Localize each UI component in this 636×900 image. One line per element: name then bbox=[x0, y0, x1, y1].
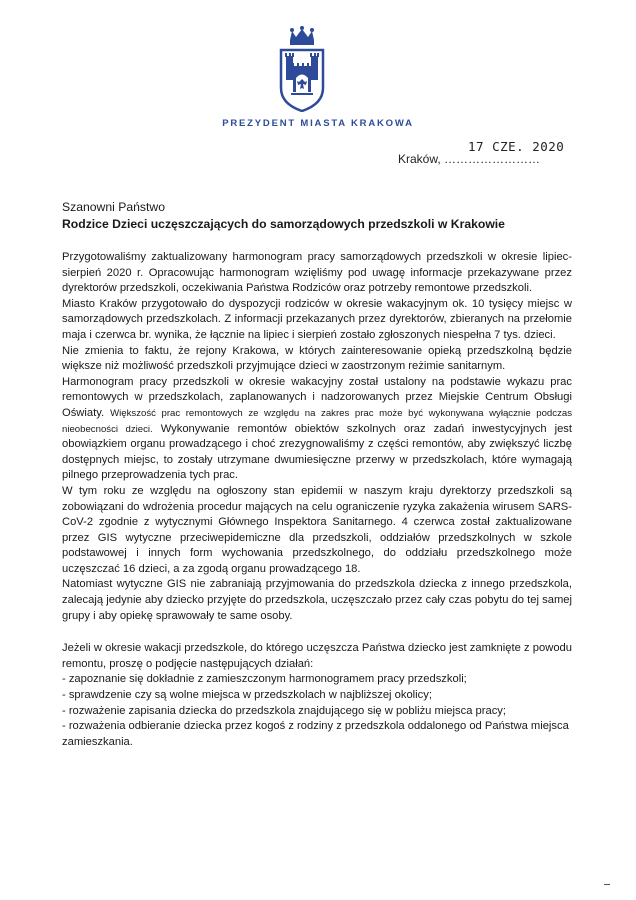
org-name: PREZYDENT MIASTA KRAKOWA bbox=[222, 118, 414, 129]
list-item: - rozważenia odbieranie dziecka przez kogoś z rodziny z przedszkola oddalonego od Państwa miejsca zamieszkania. bbox=[62, 720, 569, 748]
paragraph: Przygotowaliśmy zaktualizowany harmonogram pracy samorządowych przedszkoli w okresie lipiec-sierpień 2020 r. Opracowując harmonogram wzięliśmy pod uwagę informacje przekazywane przez dyrektorów przedszkoli, oczekiwania Państwa Rodziców oraz potrzeby remontowe przedszkoli. bbox=[62, 251, 572, 295]
place-date-line: Kraków, …………………… bbox=[398, 152, 541, 166]
list-item: - rozważenie zapisania dziecka do przedszkola znajdującego się w pobliżu miejsca pracy; bbox=[62, 704, 506, 717]
salutation-recipients: Rodzice Dzieci uczęszczających do samorządowych przedszkoli w Krakowie bbox=[62, 217, 505, 231]
letter-body bbox=[62, 250, 572, 750]
paragraph: W tym roku ze względu na ogłoszony stan epidemii w naszym kraju dyrektorzy przedszkoli są zobowiązani do wdrożenia procedur mających na celu ograniczenie ryzyka zakażenia wirusem SARS-CoV-2 zgodnie z wytycznymi Głównego Inspektora Sanitarnego. 4 czerwca został zaktualizowane przez GIS wytyczne przeciwepidemiczne dla przedszkoli, oddziałów przedszkolnych w szkole podstawowej i innych form wychowania przedszkolnego, do oddziału przedszkolnego może uczęszczać 16 dzieci, a za zgodą organu prowadzącego 18. bbox=[62, 484, 572, 575]
paragraph bbox=[62, 375, 572, 484]
paragraph-gap bbox=[62, 624, 572, 641]
paragraph: Nie zmienia to faktu, że rejony Krakowa, w których zainteresowanie opieką przedszkolną będzie większe niż możliwość przedszkoli przyjmujące dzieci w zaostrzonym reżimie sanitarnym. bbox=[62, 344, 572, 373]
paragraph: Jeżeli w okresie wakacji przedszkole, do którego uczęszcza Państwa dziecko jest zamknięte z powodu remontu, proszę o podjęcie następujących działań: bbox=[62, 642, 572, 670]
date-stamp: 17 CZE. 2020 bbox=[468, 139, 565, 154]
paragraph-sentence: Harmonogram pracy przedszkoli w okresie wakacyjny został ustalony na podstawie wykazu prac remontowych w przedszkolach, zaplanowanych i nadzorowanych przez Miejskie Centrum Obsługi Oświaty. bbox=[62, 375, 572, 419]
paragraph: Natomiast wytyczne GIS nie zabraniają przyjmowania do przedszkola dziecka z innego przedszkola, zalecają jedynie aby dziecko przyjęte do przedszkola, uczęszczało przez cały czas pobytu do tej samej grupy i aby opiekę sprawowały te same osoby. bbox=[62, 578, 572, 622]
list-item: - zapoznanie się dokładnie z zamieszczonym harmonogramem pracy przedszkoli; bbox=[62, 673, 467, 686]
krakow-crest-logo bbox=[277, 26, 327, 112]
list-item: - sprawdzenie czy są wolne miejsca w przedszkolach w najbliższej okolicy; bbox=[62, 689, 432, 702]
paragraph: Miasto Kraków przygotowało do dyspozycji rodziców w okresie wakacyjnym ok. 10 tysięcy miejsc w samorządowych przedszkolach. Z informacji przekazanych przez dyrektorów, zbieranych na przełomie maja i czerwca br. wynika, że łącznie na lipiec i sierpień zostało zgłoszonych niespełna 7 tys. dzieci. bbox=[62, 297, 572, 341]
paragraph-sentence: Wykonywanie remontów obiektów szkolnych oraz zadań inwestycyjnych jest obowiązkiem organu prowadzącego i choć zrezygnowaliśmy z części remontów, aby zwiększyć liczbę dostępnych miejsc, to zostały utrzymane dwumiesięczne przerwy w przedszkolach, które wymagają pilnego przeprowadzenia tych prac. bbox=[62, 422, 572, 482]
salutation bbox=[62, 199, 505, 233]
scan-mark bbox=[604, 884, 610, 885]
salutation-line: Szanowni Państwo bbox=[62, 200, 165, 214]
paragraph-small-insert: Większość prac remontowych ze względu na zakres prac może być wykonywana wyłącznie podczas nieobecności dzieci. bbox=[62, 407, 572, 435]
